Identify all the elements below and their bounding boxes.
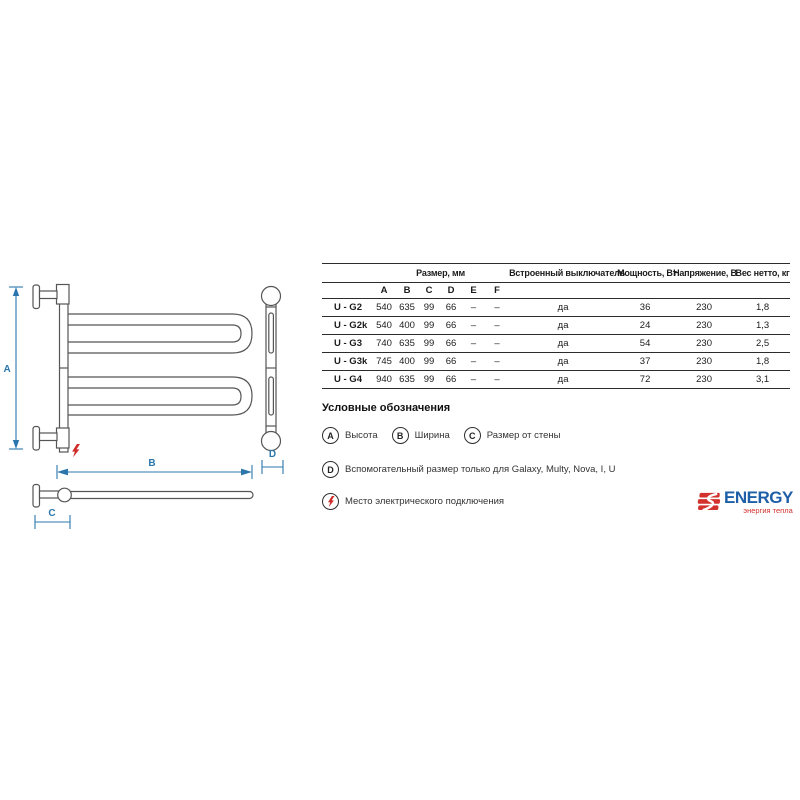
header-model xyxy=(322,264,372,283)
legend-item-lightning xyxy=(322,493,504,510)
front-view xyxy=(33,285,252,453)
dimension-d-label: D xyxy=(268,449,277,460)
value-cell: 635 xyxy=(396,335,418,353)
value-cell: 635 xyxy=(396,299,418,317)
top-view-bar xyxy=(64,492,253,499)
legend-item-d xyxy=(322,461,615,478)
value-cell: – xyxy=(462,317,485,335)
dimension-b xyxy=(57,458,252,479)
value-cell: 72 xyxy=(617,371,673,389)
arm2-inner xyxy=(68,388,241,405)
value-cell: да xyxy=(509,335,617,353)
top-view-pivot xyxy=(58,488,72,502)
dimension-a xyxy=(4,287,24,449)
side-bottom-cap xyxy=(262,432,281,451)
value-cell: 66 xyxy=(440,317,462,335)
value-cell: 230 xyxy=(673,353,735,371)
side-slot-2 xyxy=(269,377,274,415)
header-size-group: Размер, мм xyxy=(372,264,509,283)
bottom-mount-arm xyxy=(40,433,58,441)
spec-table xyxy=(322,263,790,389)
legend-symbol-b: B xyxy=(392,427,409,444)
header-dim-a: A xyxy=(372,283,396,299)
value-cell: 2,5 xyxy=(735,335,790,353)
table-row xyxy=(322,335,790,353)
top-view-arm xyxy=(40,491,60,498)
header-dim-f: F xyxy=(485,283,509,299)
header-switch: Встроенный выключатель xyxy=(509,264,617,283)
value-cell: – xyxy=(485,317,509,335)
legend xyxy=(322,402,652,510)
legend-symbol-d: D xyxy=(322,461,339,478)
value-cell: 740 xyxy=(372,335,396,353)
legend-text-d: Вспомогательный размер только для Galaxy, Multy, Nova, I, U xyxy=(345,464,616,475)
header-weight: Вес нетто, кг xyxy=(735,264,790,283)
model-cell: U - G4 xyxy=(322,371,372,389)
value-cell: 54 xyxy=(617,335,673,353)
value-cell: 230 xyxy=(673,317,735,335)
logo-name: ENERGY xyxy=(724,488,793,507)
value-cell: 99 xyxy=(418,371,440,389)
bottom-wall-flange xyxy=(33,427,40,451)
value-cell: – xyxy=(485,335,509,353)
side-top-cap xyxy=(262,287,281,306)
table-header-row-2 xyxy=(322,283,790,299)
header-power: Мощность, Вт xyxy=(617,264,673,283)
value-cell: – xyxy=(462,371,485,389)
legend-symbol-a: A xyxy=(322,427,339,444)
side-view xyxy=(262,287,281,451)
value-cell: – xyxy=(485,371,509,389)
table-row xyxy=(322,353,790,371)
legend-item-b xyxy=(392,427,450,444)
table-row xyxy=(322,299,790,317)
top-view xyxy=(33,485,253,508)
dimension-b-label: B xyxy=(148,458,156,469)
legend-title: Условные обозначения xyxy=(322,402,451,414)
value-cell: 400 xyxy=(396,317,418,335)
top-mount-arm xyxy=(40,291,58,299)
energy-logo-icon xyxy=(697,491,722,513)
legend-text-c: Размер от стены xyxy=(486,430,561,441)
dimension-d xyxy=(262,449,283,474)
value-cell: – xyxy=(485,353,509,371)
value-cell: да xyxy=(509,353,617,371)
value-cell: – xyxy=(462,299,485,317)
post-bottom-block xyxy=(57,428,70,448)
value-cell: 24 xyxy=(617,317,673,335)
legend-symbol-c: C xyxy=(464,427,481,444)
value-cell: 66 xyxy=(440,371,462,389)
side-slot-1 xyxy=(269,313,274,353)
model-cell: U - G3k xyxy=(322,353,372,371)
value-cell: 3,1 xyxy=(735,371,790,389)
value-cell: 540 xyxy=(372,299,396,317)
value-cell: 400 xyxy=(396,353,418,371)
value-cell: 940 xyxy=(372,371,396,389)
legend-row-1 xyxy=(322,427,652,444)
value-cell: 1,3 xyxy=(735,317,790,335)
header-voltage: Напряжение, В xyxy=(673,264,735,283)
table-row xyxy=(322,371,790,389)
lightning-icon xyxy=(322,493,339,510)
dimension-c xyxy=(35,508,70,529)
model-cell: U - G2 xyxy=(322,299,372,317)
dimension-c-label: C xyxy=(48,508,56,519)
table-row xyxy=(322,317,790,335)
dimension-a-label: A xyxy=(3,364,11,375)
value-cell: 66 xyxy=(440,299,462,317)
arm1-inner xyxy=(68,325,241,342)
value-cell: 66 xyxy=(440,353,462,371)
value-cell: 540 xyxy=(372,317,396,335)
energy-logo xyxy=(697,489,793,515)
value-cell: 99 xyxy=(418,317,440,335)
value-cell: 230 xyxy=(673,335,735,353)
value-cell: 36 xyxy=(617,299,673,317)
legend-item-a xyxy=(322,427,378,444)
legend-text-lightning: Место электрического подключения xyxy=(345,496,505,507)
legend-row-3 xyxy=(322,493,652,510)
value-cell: да xyxy=(509,317,617,335)
logo-tagline: энергия тепла xyxy=(743,506,793,515)
legend-row-2 xyxy=(322,461,652,478)
lightning-icon xyxy=(72,444,80,457)
value-cell: 99 xyxy=(418,353,440,371)
legend-item-c xyxy=(464,427,561,444)
value-cell: 99 xyxy=(418,335,440,353)
value-cell: 1,8 xyxy=(735,353,790,371)
header-dim-e: E xyxy=(462,283,485,299)
value-cell: да xyxy=(509,371,617,389)
value-cell: – xyxy=(462,335,485,353)
model-cell: U - G3 xyxy=(322,335,372,353)
value-cell: – xyxy=(462,353,485,371)
value-cell: 230 xyxy=(673,371,735,389)
model-cell: U - G2k xyxy=(322,317,372,335)
value-cell: 230 xyxy=(673,299,735,317)
spec-table-body xyxy=(322,299,790,389)
header-dim-c: C xyxy=(418,283,440,299)
value-cell: 37 xyxy=(617,353,673,371)
legend-text-a: Высота xyxy=(345,430,378,441)
header-dim-b: B xyxy=(396,283,418,299)
value-cell: 635 xyxy=(396,371,418,389)
post-top-block xyxy=(57,285,70,305)
legend-text-b: Ширина xyxy=(414,430,450,441)
header-dim-d: D xyxy=(440,283,462,299)
table-header-row-1 xyxy=(322,264,790,283)
value-cell: да xyxy=(509,299,617,317)
value-cell: 66 xyxy=(440,335,462,353)
towel-rail-drawing xyxy=(0,250,310,540)
value-cell: 745 xyxy=(372,353,396,371)
value-cell: – xyxy=(485,299,509,317)
top-wall-flange xyxy=(33,285,40,309)
value-cell: 1,8 xyxy=(735,299,790,317)
value-cell: 99 xyxy=(418,299,440,317)
top-view-flange xyxy=(33,485,40,508)
